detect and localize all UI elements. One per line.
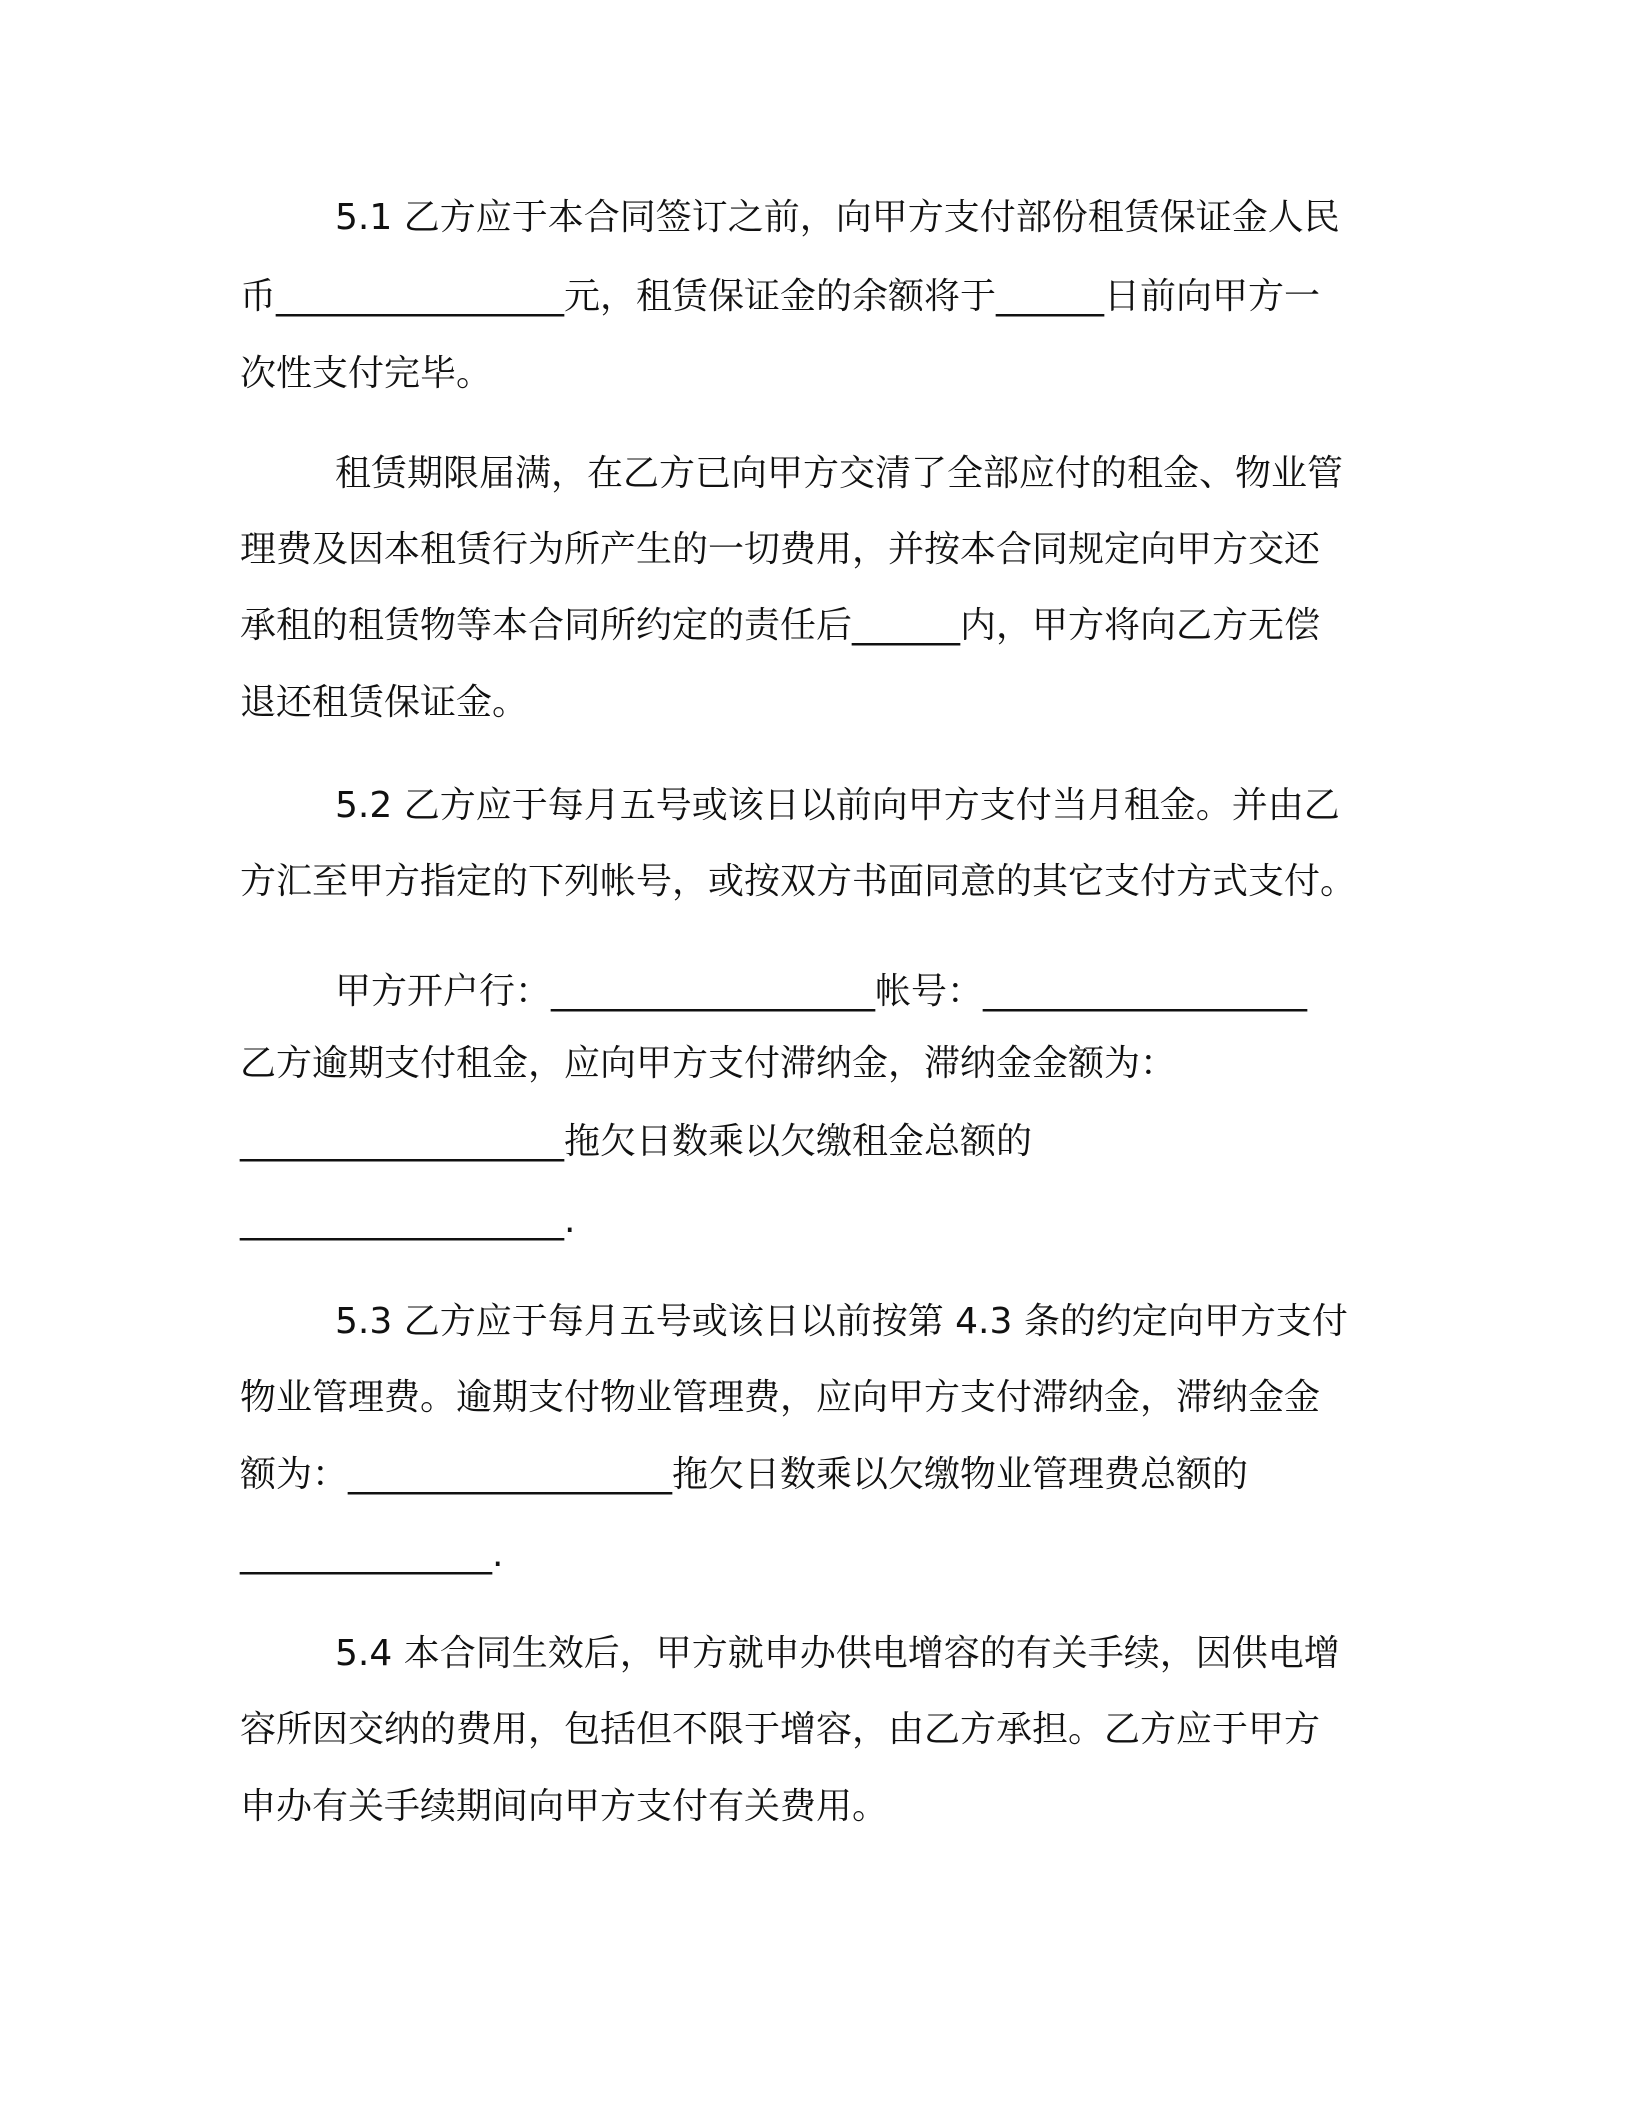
late-fee-line-2: __________________拖欠日数乘以欠缴租金总额的 xyxy=(240,1121,1033,1162)
late-fee-line-3: __________________. xyxy=(240,1200,576,1241)
clause-5-3-line-3: 额为：__________________拖欠日数乘以欠缴物业管理费总额的 xyxy=(240,1454,1249,1495)
clause-5-1-line-1: 5.1 乙方应于本合同签订之前，向甲方支付部份租赁保证金人民 xyxy=(335,197,1340,238)
clause-5-3-line-1: 5.3 乙方应于每月五号或该日以前按第 4.3 条的约定向甲方支付 xyxy=(335,1301,1348,1342)
clause-5-1-line-2: 币________________元，租赁保证金的余额将于______日前向甲方一 xyxy=(240,276,1321,317)
clause-5-3-line-4: ______________. xyxy=(240,1534,504,1575)
deposit-return-line-3: 承租的租赁物等本合同所约定的责任后______内，甲方将向乙方无偿 xyxy=(240,605,1321,646)
clause-5-4-line-3: 申办有关手续期间向甲方支付有关费用。 xyxy=(240,1786,889,1827)
clause-5-4-line-2: 容所因交纳的费用，包括但不限于增容，由乙方承担。乙方应于甲方 xyxy=(240,1709,1321,1750)
clause-5-2-line-1: 5.2 乙方应于每月五号或该日以前向甲方支付当月租金。并由乙 xyxy=(335,785,1340,826)
clause-5-3-line-2: 物业管理费。逾期支付物业管理费，应向甲方支付滞纳金，滞纳金金 xyxy=(240,1377,1321,1418)
deposit-return-line-2: 理费及因本租赁行为所产生的一切费用，并按本合同规定向甲方交还 xyxy=(240,529,1321,570)
document-page xyxy=(240,0,1390,2112)
clause-5-4-line-1: 5.4 本合同生效后，甲方就申办供电增容的有关手续，因供电增 xyxy=(335,1633,1340,1674)
clause-5-1-line-3: 次性支付完毕。 xyxy=(240,353,493,394)
late-fee-line-1: 乙方逾期支付租金，应向甲方支付滞纳金，滞纳金金额为： xyxy=(240,1043,1177,1084)
clause-5-2-line-2: 方汇至甲方指定的下列帐号，或按双方书面同意的其它支付方式支付。 xyxy=(240,861,1357,902)
bank-account-line: 甲方开户行：__________________帐号：__________________ xyxy=(335,971,1308,1012)
deposit-return-line-4: 退还租赁保证金。 xyxy=(240,682,529,723)
deposit-return-line-1: 租赁期限届满，在乙方已向甲方交清了全部应付的租金、物业管 xyxy=(335,453,1344,494)
